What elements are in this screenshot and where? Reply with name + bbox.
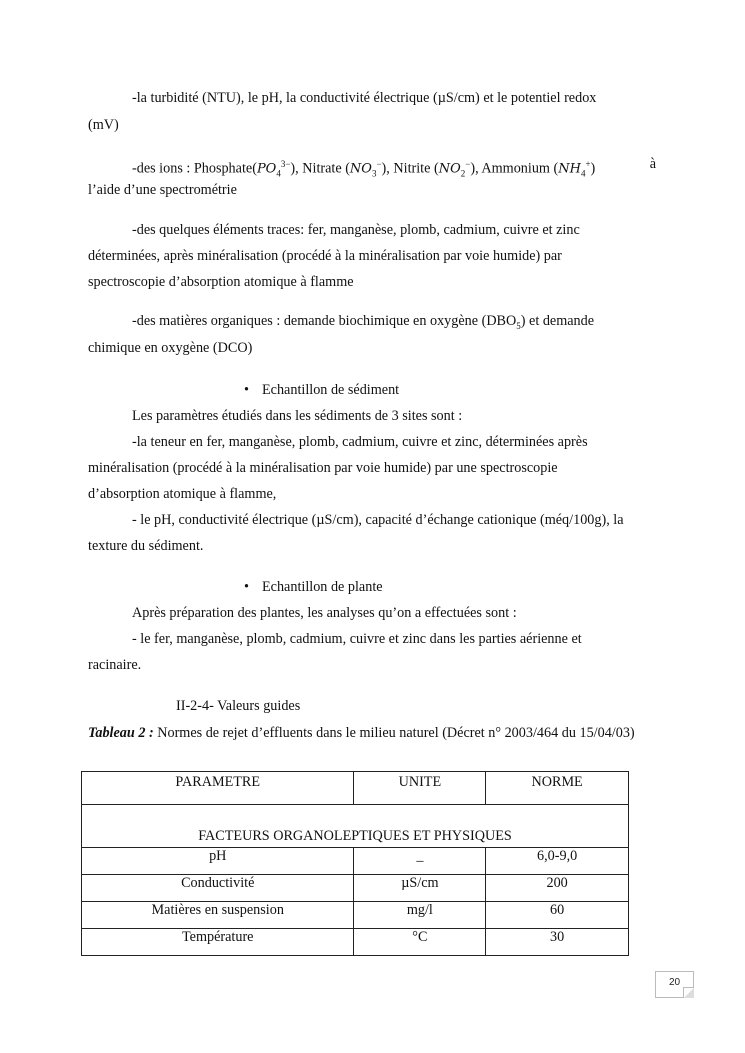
param-cell: pH: [82, 848, 354, 875]
paragraph-3-line-1: -des quelques éléments traces: fer, manganèse, plomb, cadmium, cuivre et zinc: [132, 222, 580, 238]
bullet-plante: • Echantillon de plante: [244, 579, 383, 595]
section-row: FACTEURS ORGANOLEPTIQUES ET PHYSIQUES: [82, 805, 629, 848]
paragraph-2-line-1: -des ions : $Phosphate(PO_4^{3-})$, Nitrate $(NO_3^-)$, Nitrite $(NO_2^-)$, Ammonium $(NH_4^+)$ à: [132, 156, 656, 179]
paragraph-4-line-2: chimique en oxygène (DCO): [88, 340, 253, 356]
table-caption-text: Normes de rejet d’effluents dans le milieu naturel (Décret n° 2003/464 du 15/04/03): [153, 725, 635, 741]
paragraph-7-line-1: - le pH, conductivité électrique (µS/cm), capacité d’échange cationique (méq/100g), la: [132, 512, 624, 528]
paragraph-2-line-2: l’aide d’une spectrométrie: [88, 182, 237, 198]
header-norme: NORME: [486, 772, 629, 805]
norm-cell: 200: [486, 875, 629, 902]
paragraph-1-line-2: (mV): [88, 117, 119, 133]
paragraph-6-line-2: minéralisation (procédé à la minéralisation par voie humide) par une spectroscopie: [88, 460, 558, 476]
norm-cell: 30: [486, 929, 629, 956]
unit-cell: µS/cm: [354, 875, 486, 902]
param-cell: Matières en suspension: [82, 902, 354, 929]
paragraph-5: Les paramètres étudiés dans les sédiments de 3 sites sont :: [132, 408, 463, 424]
page-number: 20: [655, 971, 694, 998]
section-heading: II-2-4- Valeurs guides: [176, 698, 301, 714]
table-caption: [88, 720, 648, 747]
unit-cell: °C: [354, 929, 486, 956]
paragraph-1-line-1: -la turbidité (NTU), le pH, la conductivité électrique (µS/cm) et le potentiel redox: [132, 90, 597, 106]
norm-cell: 60: [486, 902, 629, 929]
header-parametre: PARAMETRE: [82, 772, 354, 805]
bullet-sediment: • Echantillon de sédiment: [244, 382, 400, 398]
norm-cell: 6,0-9,0: [486, 848, 629, 875]
norms-table: [81, 771, 629, 956]
table-row: [82, 875, 629, 902]
paragraph-6-line-1: -la teneur en fer, manganèse, plomb, cadmium, cuivre et zinc, déterminées après: [132, 434, 588, 450]
paragraph-9-line-2: racinaire.: [88, 657, 142, 673]
paragraph-4-line-1: -des matières organiques : demande biochimique en oxygène $(DBO_5)$ et demande: [132, 313, 595, 331]
paragraph-8: Après préparation des plantes, les analyses qu’on a effectuées sont :: [132, 605, 517, 621]
header-unite: UNITE: [354, 772, 486, 805]
paragraph-3-line-3: spectroscopie d’absorption atomique à flamme: [88, 274, 354, 290]
paragraph-6-line-3: d’absorption atomique à flamme,: [88, 486, 277, 502]
table-caption-label: Tableau 2 :: [88, 725, 154, 741]
paragraph-7-line-2: texture du sédiment.: [88, 538, 204, 554]
table-row: [82, 902, 629, 929]
unit-cell: mg/l: [354, 902, 486, 929]
table-row: [82, 929, 629, 956]
param-cell: Conductivité: [82, 875, 354, 902]
param-cell: Température: [82, 929, 354, 956]
unit-cell: _: [354, 848, 486, 875]
paragraph-9-line-1: - le fer, manganèse, plomb, cadmium, cuivre et zinc dans les parties aérienne et: [132, 631, 582, 647]
table-row: [82, 848, 629, 875]
paragraph-3-line-2: déterminées, après minéralisation (procédé à la minéralisation par voie humide) par: [88, 248, 562, 264]
